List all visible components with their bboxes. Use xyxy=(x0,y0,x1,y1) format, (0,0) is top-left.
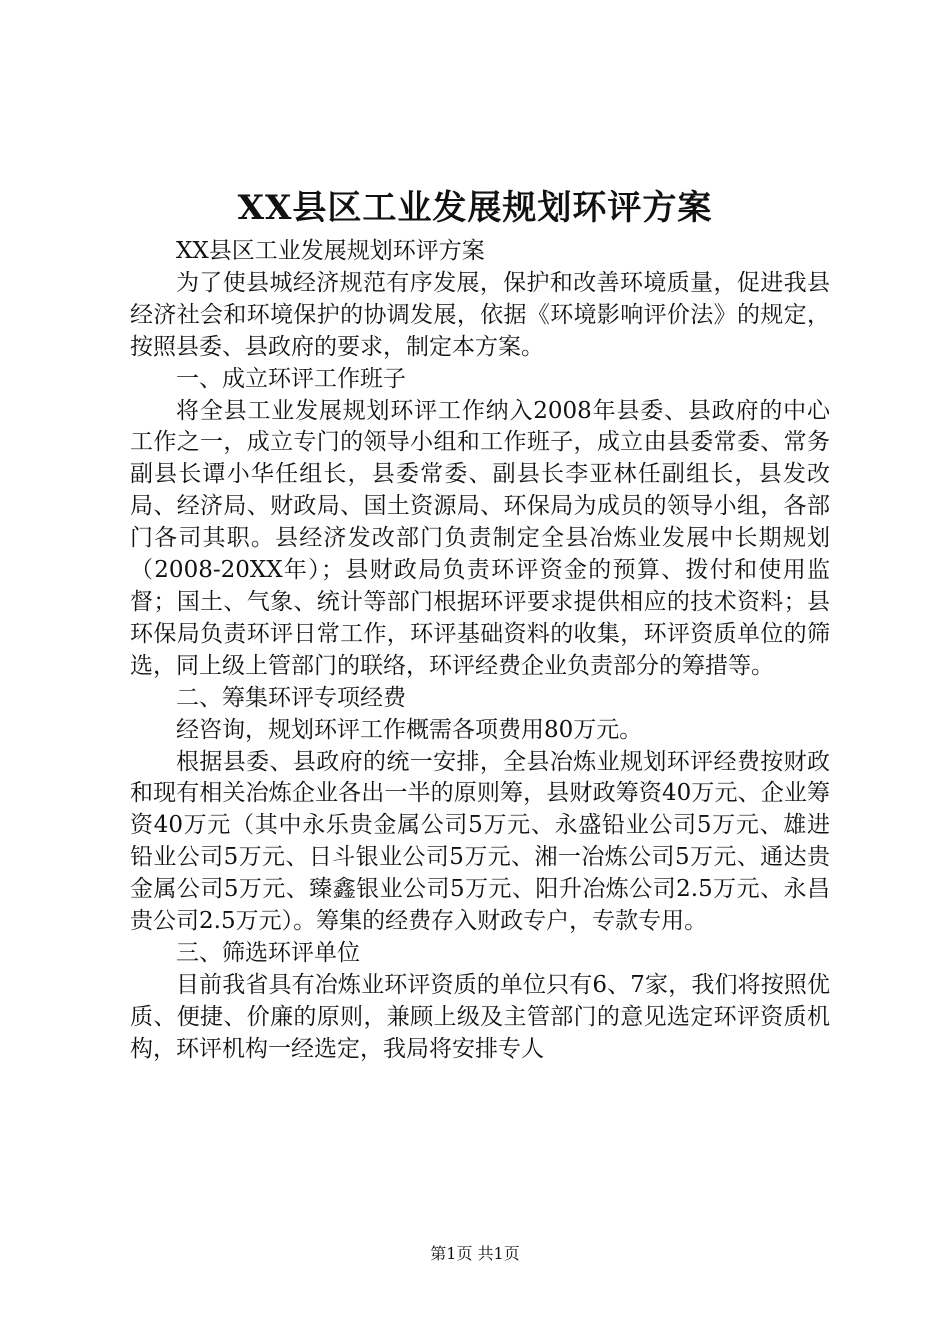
paragraph-funding: 根据县委、县政府的统一安排，全县冶炼业规划环评经费按财政和现有相关冶炼企业各出一半的原则筹，县财政筹资40万元、企业筹资40万元（其中永乐贵金属公司5万元、永盛铅业公司5万元、雄进铅业公司5万元、日斗银业公司5万元、湘一冶炼公司5万元、通达贵金属公司5万元、臻鑫银业公司5万元、阳升冶炼公司2.5万元、永昌贵公司2.5万元）。筹集的经费存入财政专户，专款专用。 xyxy=(130,748,830,935)
section-heading-2: 二、筹集环评专项经费 xyxy=(176,684,406,711)
paragraph-subtitle: XX县区工业发展规划环评方案 xyxy=(176,238,485,264)
section-heading-3: 三、筛选环评单位 xyxy=(176,939,360,966)
document-title: XX县区工业发展规划环评方案 xyxy=(237,188,713,228)
section-heading-1: 一、成立环评工作班子 xyxy=(176,365,406,392)
paragraph-cost: 经咨询，规划环评工作概需各项费用80万元。 xyxy=(176,716,643,743)
page-number: 第1页 共1页 xyxy=(430,1244,520,1263)
document-body xyxy=(130,236,830,1066)
paragraph-section-1: 将全县工业发展规划环评工作纳入2008年县委、县政府的中心工作之一，成立专门的领导小组和工作班子，成立由县委常委、常务副县长谭小华任组长，县委常委、副县长李亚林任副组长，县发改局、经济局、财政局、国土资源局、环保局为成员的领导小组，各部门各司其职。县经济发改部门负责制定全县冶炼业发展中长期规划（2008-20XX年）；县财政局负责环评资金的预算、拨付和使用监督；国土、气象、统计等部门根据环评要求提供相应的技术资料；县环保局负责环评日常工作，环评基础资料的收集，环评资质单位的筛选，同上级上管部门的联络，环评经费企业负责部分的筹措等。 xyxy=(130,397,830,679)
paragraph-selection: 目前我省具有冶炼业环评资质的单位只有6、7家，我们将按照优质、便捷、价廉的原则，兼顾上级及主管部门的意见选定环评资质机构，环评机构一经选定，我局将安排专人 xyxy=(130,971,830,1062)
paragraph-intro: 为了使县城经济规范有序发展，保护和改善环境质量，促进我县经济社会和环境保护的协调发展，依据《环境影响评价法》的规定，按照县委、县政府的要求，制定本方案。 xyxy=(130,269,830,360)
